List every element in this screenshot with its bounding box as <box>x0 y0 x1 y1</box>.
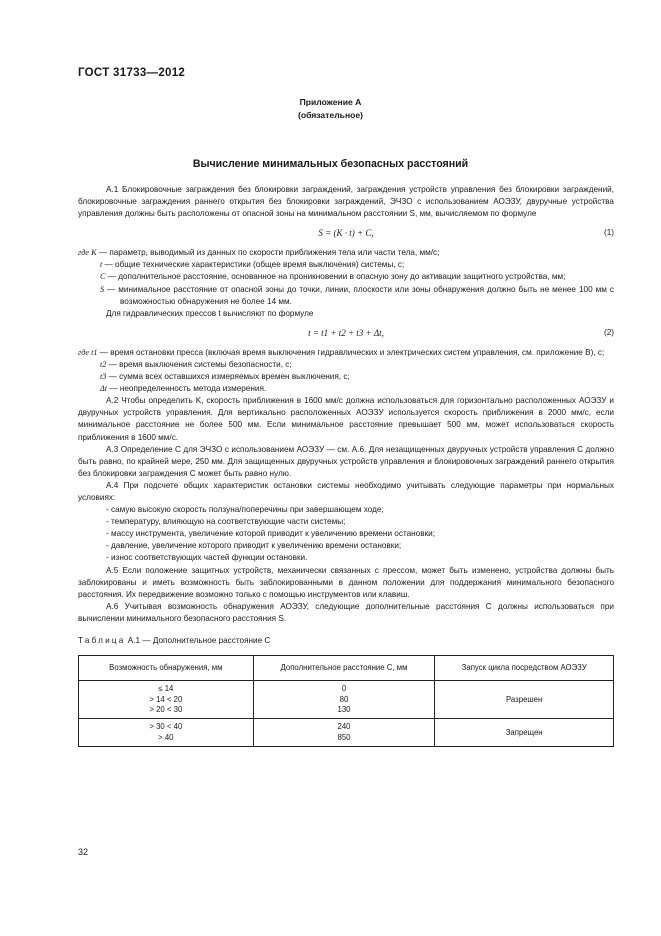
distance-cell: 0 80 130 <box>253 681 435 719</box>
parameter-list <box>78 504 614 564</box>
table-caption: Таблица А.1 — Дополнительное расстояние C <box>78 636 271 645</box>
formula-2-expression: t = t1 + t2 + t3 + Δt, <box>308 327 384 338</box>
table-row <box>79 681 614 719</box>
standard-header: ГОСТ 31733—2012 <box>78 67 186 79</box>
definition-t: t — общие технические характеристики (общее время выключения) системы, с; <box>100 260 405 270</box>
formula-1-expression: S = (K · t) + C, <box>318 228 374 239</box>
section-title: Вычисление минимальных безопасных расстояний <box>192 158 469 170</box>
appendix-type: (обязательное) <box>297 110 364 120</box>
paragraph-a6: А.6 Учитывая возможность обнаружения АОЭЗУ, следующие дополнительные расстояния C должны использоваться при вычислении минимального безопасного расстояния S. <box>78 601 614 623</box>
paragraph-hydraulic: Для гидравлических прессов t вычисляют по формуле <box>106 308 314 318</box>
definition-c: C — дополнительное расстояние, основанное на проникновении в опасную зону до активации защитного устройства, мм; <box>100 272 566 282</box>
header-cycle-start: Запуск цикла посредством АОЭЗУ <box>435 656 614 681</box>
formula-2 <box>78 322 614 347</box>
appendix-heading <box>0 96 661 122</box>
formula-1 <box>78 222 614 247</box>
formula-2-number: (2) <box>603 327 614 337</box>
appendix-title: Приложение А <box>299 97 362 107</box>
cycle-start-cell: Разрешен <box>435 681 614 719</box>
paragraph-a4: А.4 При подсчете общих характеристик остановки системы необходимо учитывать следующие параметры при нормальных условиях: <box>78 480 614 502</box>
paragraph-a5: А.5 Если положение защитных устройств, механически связанных с прессом, может быть изменено, устройства должны быть заблокированы и иметь возможность быть заблокированными в данном положении для поддержания минимального безопасного расстояния. Их передвижение возможно только с помощью инструментов или клавиш. <box>78 565 614 599</box>
list-item: - температуру, влияющую на соответствующие части системы; <box>106 517 346 527</box>
definition-t1: где t1 — время остановки пресса (включая время выключения гидравлических и электрических систем управления, см. приложение В), с; <box>78 347 605 357</box>
header-detection: Возможность обнаружения, мм <box>79 656 254 681</box>
table-header-row <box>79 656 614 681</box>
additional-distance-table <box>78 655 614 747</box>
header-distance: Дополнительное расстояние C, мм <box>253 656 435 681</box>
formula-1-number: (1) <box>603 228 614 238</box>
table-row <box>79 719 614 747</box>
detection-cell: > 30 < 40 > 40 <box>79 719 254 747</box>
definition-t3: t3 — сумма всех оставшихся измеряемых времен выключения, с; <box>100 372 350 382</box>
definition-s: S — минимальное расстояние от опасной зоны до точки, линии, плоскости или зоны обнаружения должно быть не менее 100 мм с возможностью обнаружения не более 14 мм. <box>100 284 614 306</box>
list-item: - давление, увеличение которого приводит к увеличению времени остановки; <box>106 541 402 551</box>
definition-dt: Δt — неопределенность метода измерения. <box>100 384 267 394</box>
paragraph-a3: А.3 Определение C для ЭЧЗО с использованием АОЭЗУ — см. А.6. Для незащищенных двуручных устройств управления C должно быть равно, по крайней мере, 250 мм. Для защищенных двуручных устройств управления и блокировочных заграждений раннего открытия без блокировки заграждения C может быть равно нулю. <box>78 444 614 478</box>
document-body <box>78 184 614 747</box>
list-item: - износ соответствующих частей функции остановки. <box>106 553 308 563</box>
list-item: - массу инструмента, увеличение которой приводит к увеличению времени остановки; <box>106 529 436 539</box>
paragraph-a1: А.1 Блокировочные заграждения без блокировки заграждений, заграждения устройств управления без блокировки заграждений, блокировочные заграждения раннего открытия без блокировки заграждений, ЭЧЗО с использованием АОЭЗУ, двуручные устройства управления должны быть расположены от опасной зоны на минимальном расстоянии S, мм, вычисляемом по формуле <box>78 185 614 219</box>
definition-k: где K — параметр, выводимый из данных по скорости приближения тела или части тела, мм/с; <box>78 248 440 258</box>
list-item: - самую высокую скорость ползуна/поперечины при завершающем ходе; <box>106 505 384 515</box>
page-number: 32 <box>78 847 89 857</box>
detection-cell: ≤ 14 > 14 < 20 > 20 < 30 <box>79 681 254 719</box>
distance-cell: 240 850 <box>253 719 435 747</box>
cycle-start-cell: Запрещен <box>435 719 614 747</box>
definition-t2: t2 — время выключения системы безопасности, с; <box>100 359 292 369</box>
paragraph-a2: А.2 Чтобы определить K, скорость приближения в 1600 мм/с должна использоваться для горизонтально расположенных АОЭЗУ и двуручных устройств управления. Для вертикально расположенных АОЭЗУ используется скорость приближения в 2000 мм/с, если минимальное расстояние не более 500 мм. Если минимальное расстояние превышает 500 мм, может использоваться скорость приближения в 1600 мм/с. <box>78 396 614 442</box>
